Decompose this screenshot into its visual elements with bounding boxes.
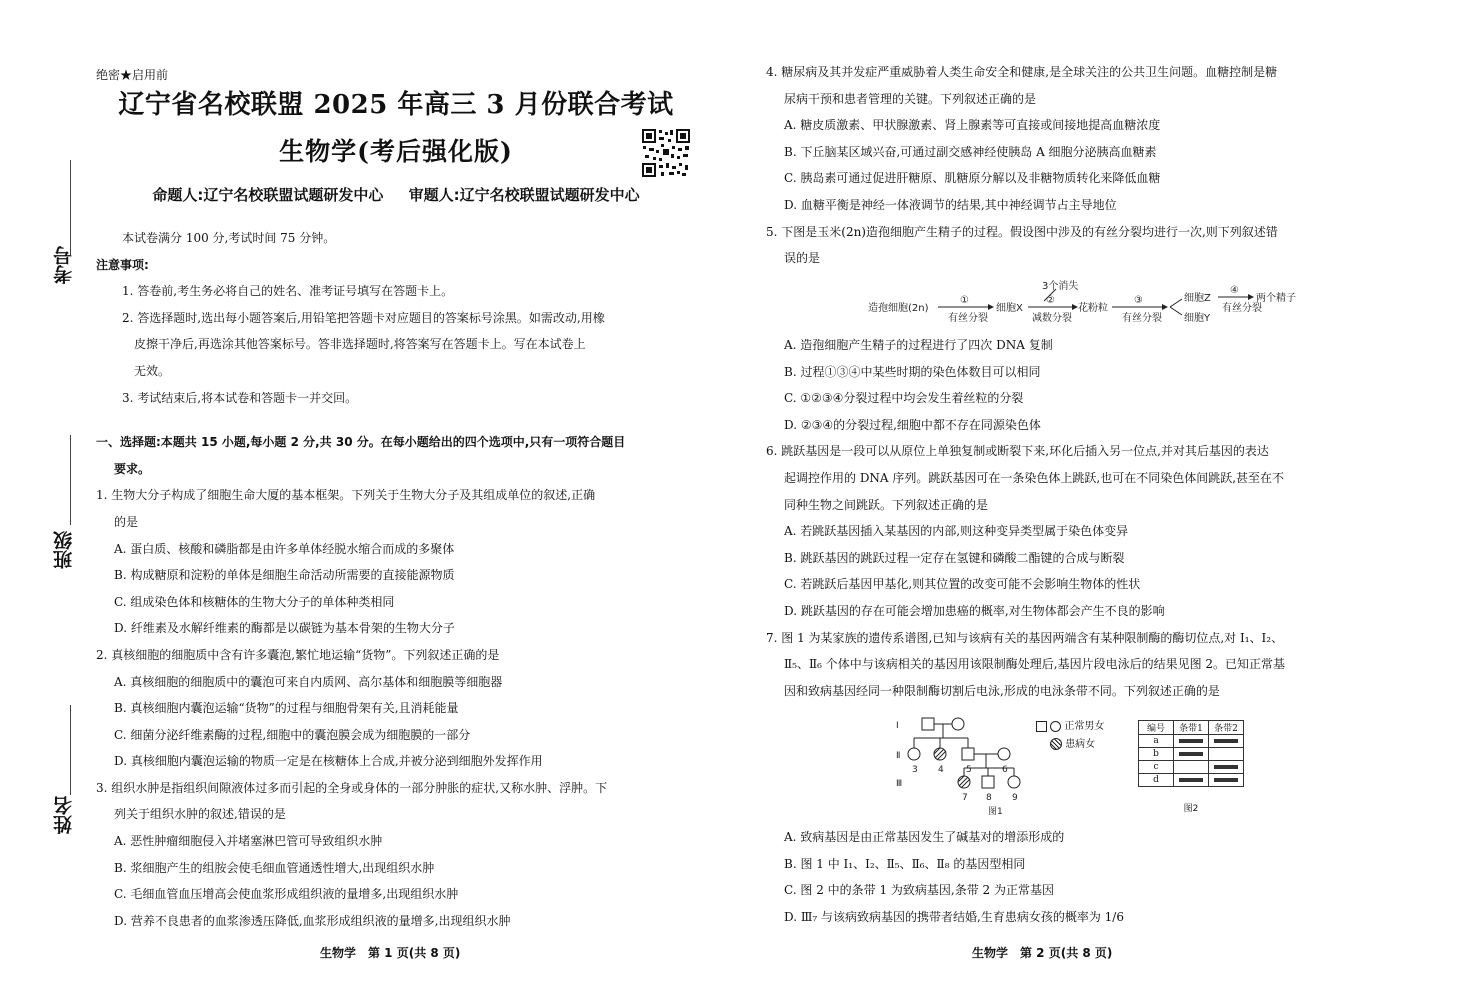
table-row-label: d <box>1139 774 1174 787</box>
q4-option-b: B. 下丘脑某区域兴奋,可通过副交感神经使胰岛 A 细胞分泌胰高血糖素 <box>784 144 1157 159</box>
notice-item: 1. 答卷前,考生务必将自己的姓名、准考证号填写在答题卡上。 <box>122 284 454 299</box>
right-column-end <box>766 824 1376 930</box>
q6-option-b: B. 跳跃基因的跳跃过程一定存在氢键和磷酸二酯键的合成与断裂 <box>784 550 1125 565</box>
table-header: 条带1 <box>1174 721 1209 735</box>
q5-option-b: B. 过程①③④中某些时期的染色体数目可以相同 <box>784 364 1041 379</box>
svg-text:3: 3 <box>912 765 918 775</box>
svg-text:7: 7 <box>962 793 968 803</box>
page-footer-left: 生物学 第 1 页(共 8 页) <box>320 946 461 960</box>
fig2-label: 图2 <box>1183 804 1199 814</box>
flow-step1: ① <box>960 295 969 306</box>
gel-band <box>1179 778 1203 782</box>
q2-option-d: D. 真核细胞内囊泡运输的物质一定是在核糖体上合成,并被分泌到细胞外发挥作用 <box>114 754 543 769</box>
author: 命题人:辽宁名校联盟试题研发中心 <box>152 186 384 204</box>
notice-item: 3. 考试结束后,将本试卷和答题卡一并交回。 <box>122 390 358 405</box>
notice-item-cont: 无效。 <box>134 363 171 378</box>
square-icon <box>1036 721 1047 732</box>
q6-stem-cont: 起调控作用的 DNA 序列。跳跃基因可在一条染色体上跳跃,也可在不同染色体间跳跃,甚至在不 <box>784 470 1285 485</box>
exam-title: 辽宁省名校联盟 2025 年高三 3 月份联合考试 <box>118 90 674 120</box>
gel-band <box>1214 765 1238 769</box>
authors-line <box>96 184 696 205</box>
gen-label-3: Ⅲ <box>896 779 903 789</box>
gen-label-2: Ⅱ <box>896 751 901 761</box>
gel-band <box>1179 739 1203 743</box>
reviewer: 审题人:辽宁名校联盟试题研发中心 <box>408 186 640 204</box>
q7-option-b: B. 图 1 中 Ⅰ₁、Ⅰ₂、Ⅱ₅、Ⅱ₆、Ⅱ₈ 的基因型相同 <box>784 856 1026 871</box>
right-column-cont <box>766 332 1376 704</box>
gen-label-1: Ⅰ <box>896 721 899 731</box>
flow-cell-z: 细胞Z <box>1184 293 1211 304</box>
q4-option-a: A. 糖皮质激素、甲状腺激素、肾上腺素等可直接或间接地提高血糖浓度 <box>784 118 1161 133</box>
page-footer-right: 生物学 第 2 页(共 8 页) <box>972 946 1113 960</box>
legend-normal-row <box>1036 718 1104 736</box>
binding-line <box>70 705 71 795</box>
label-kaohao: 考号 <box>53 246 75 284</box>
q7-stem-cont: Ⅱ₅、Ⅱ₆ 个体中与该病相关的基因用该限制酶处理后,基因片段电泳后的结果见图 2。已知正常基 <box>784 657 1286 672</box>
flow-step2: ② <box>1046 295 1055 306</box>
q3-option-d: D. 营养不良患者的血浆渗透压降低,血浆形成组织液的量增多,出现组织水肿 <box>114 913 511 928</box>
gel-band <box>1179 752 1203 756</box>
svg-text:4: 4 <box>938 765 944 775</box>
q6-stem-cont: 同种生物之间跳跃。下列叙述正确的是 <box>784 497 989 512</box>
q3-option-c: C. 毛细血管血压增高会使血浆形成组织液的量增多,出现组织水肿 <box>114 887 459 902</box>
q5-stem: 5. 下图是玉米(2n)造孢细胞产生精子的过程。假设图中涉及的有丝分裂均进行一次,则下列叙述错 <box>766 224 1278 239</box>
flow-step3-label: 有丝分裂 <box>1122 313 1162 324</box>
qr-code-icon <box>641 128 691 178</box>
flow-sperm: 两个精子 <box>1256 293 1296 304</box>
q3-option-b: B. 浆细胞产生的组胺会使毛细血管通透性增大,出现组织水肿 <box>114 860 435 875</box>
legend-affected-row <box>1036 736 1104 754</box>
left-column <box>96 225 696 934</box>
flow-step2-top: 3个消失 <box>1042 281 1079 292</box>
svg-text:5: 5 <box>966 765 972 775</box>
hatched-circle-icon <box>1050 738 1062 750</box>
q5-flow-diagram <box>866 277 1296 327</box>
gel-table <box>1138 720 1244 787</box>
q5-option-d: D. ②③④的分裂过程,细胞中都不存在同源染色体 <box>784 417 1041 432</box>
q5-stem-cont: 误的是 <box>784 251 821 266</box>
q2-option-c: C. 细菌分泌纤维素酶的过程,细胞中的囊泡膜会成为细胞膜的一部分 <box>114 727 471 742</box>
q1-option-a: A. 蛋白质、核酸和磷脂都是由许多单体经脱水缩合而成的多聚体 <box>114 541 455 556</box>
label-banji: 班级 <box>53 531 75 569</box>
q6-option-d: D. 跳跃基因的存在可能会增加患癌的概率,对生物体都会产生不良的影响 <box>784 603 1165 618</box>
q1-stem: 1. 生物大分子构成了细胞生命大厦的基本框架。下列关于生物大分子及其组成单位的叙述,正确 <box>96 488 596 503</box>
q1-stem-cont: 的是 <box>114 514 139 529</box>
right-column <box>766 59 1376 272</box>
subject-title: 生物学(考后强化版) <box>279 137 513 166</box>
q2-option-a: A. 真核细胞的细胞质中的囊泡可来自内质网、高尔基体和细胞膜等细胞器 <box>114 674 503 689</box>
q4-option-d: D. 血糖平衡是神经一体液调节的结果,其中神经调节占主导地位 <box>784 197 1117 212</box>
svg-text:8: 8 <box>986 793 992 803</box>
notice-item-cont: 皮擦干净后,再选涂其他答案标号。答非选择题时,将答案写在答题卡上。写在本试卷上 <box>134 337 586 352</box>
flow-cell-x: 细胞X <box>996 303 1023 314</box>
svg-text:6: 6 <box>1002 765 1008 775</box>
gel-band <box>1214 739 1238 743</box>
q2-stem: 2. 真核细胞的细胞质中含有许多囊泡,繁忙地运输“货物”。下列叙述正确的是 <box>96 647 500 662</box>
table-row-label: c <box>1139 761 1174 774</box>
table-header: 编号 <box>1139 721 1174 735</box>
q7-option-c: C. 图 2 中的条带 1 为致病基因,条带 2 为正常基因 <box>784 883 1054 898</box>
section-heading: 一、选择题:本题共 15 小题,每小题 2 分,共 30 分。在每小题给出的四个选项中,只有一项符合题目 <box>96 435 626 450</box>
q7-pedigree-figure <box>892 714 1032 818</box>
section-heading-cont: 要求。 <box>114 461 151 476</box>
q1-option-d: D. 纤维素及水解纤维素的酶都是以碳链为基本骨架的生物大分子 <box>114 621 455 636</box>
q6-stem: 6. 跳跃基因是一段可以从原位上单独复制或断裂下来,环化后插入另一位点,并对其后基因的表达 <box>766 444 1269 459</box>
q7-gel-table <box>1138 720 1244 814</box>
q1-option-c: C. 组成染色体和核糖体的生物大分子的单体种类相同 <box>114 594 395 609</box>
legend-affected-label: 患病女 <box>1065 739 1096 750</box>
flow-step4: ④ <box>1230 285 1239 296</box>
flow-cell-y: 细胞Y <box>1184 313 1211 324</box>
q3-stem-cont: 列关于组织水肿的叙述,错误的是 <box>114 807 286 822</box>
q6-option-a: A. 若跳跃基因插入某基因的内部,则这种变异类型属于染色体变异 <box>784 524 1129 539</box>
secret-mark: 绝密★启用前 <box>96 68 169 82</box>
flow-step4-label: 有丝分裂 <box>1222 303 1262 314</box>
legend-normal-label: 正常男女 <box>1064 721 1105 732</box>
q4-stem: 4. 糖尿病及其并发症严重威胁着人类生命安全和健康,是全球关注的公共卫生问题。血糖控制是糖 <box>766 65 1278 79</box>
flow-step3: ③ <box>1134 295 1143 306</box>
score-line: 本试卷满分 100 分,考试时间 75 分钟。 <box>122 231 336 245</box>
q2-option-b: B. 真核细胞内囊泡运输“货物”的过程与细胞骨架有关,且消耗能量 <box>114 701 459 716</box>
q4-option-c: C. 胰岛素可通过促进肝糖原、肌糖原分解以及非糖物质转化来降低血糖 <box>784 171 1161 186</box>
table-header: 条带2 <box>1209 721 1244 735</box>
q3-option-a: A. 恶性肿瘤细胞侵入并堵塞淋巴管可导致组织水肿 <box>114 834 383 849</box>
q7-stem: 7. 图 1 为某家族的遗传系谱图,已知与该病有关的基因两端含有某种限制酶的酶切位点,对 Ⅰ₁、Ⅰ₂、 <box>766 630 1284 645</box>
notice-title: 注意事项: <box>96 257 149 272</box>
q5-option-a: A. 造孢细胞产生精子的过程进行了四次 DNA 复制 <box>784 338 1053 352</box>
fig1-label: 图1 <box>988 807 1003 817</box>
q7-option-d: D. Ⅲ₇ 与该病致病基因的携带者结婚,生育患病女孩的概率为 1/6 <box>784 909 1124 924</box>
svg-text:9: 9 <box>1012 793 1018 803</box>
label-xingming: 姓名 <box>53 796 75 834</box>
q3-stem: 3. 组织水肿是指组织间隙液体过多而引起的全身或身体的一部分肿胀的症状,又称水肿、浮肿。下 <box>96 780 608 795</box>
q7-option-a: A. 致病基因是由正常基因发生了碱基对的增添形成的 <box>784 830 1065 844</box>
pedigree-legend <box>1036 718 1104 754</box>
table-row-label: a <box>1139 735 1174 748</box>
q7-stem-cont: 因和致病基因经同一种限制酶切割后电泳,形成的电泳条带不同。下列叙述正确的是 <box>784 683 1220 698</box>
flow-pollen: 花粉粒 <box>1078 303 1108 314</box>
gel-band <box>1214 778 1238 782</box>
circle-icon <box>1050 721 1061 732</box>
flow-step1-label: 有丝分裂 <box>948 313 988 324</box>
notice-item: 2. 答选择题时,选出每小题答案后,用铅笔把答题卡对应题目的答案标号涂黑。如需改动,用橡 <box>122 310 605 325</box>
q5-option-c: C. ①②③④分裂过程中均会发生着丝粒的分裂 <box>784 391 1024 406</box>
table-row-label: b <box>1139 748 1174 761</box>
q4-stem-cont: 尿病干预和患者管理的关键。下列叙述正确的是 <box>784 91 1037 106</box>
flow-step2-label: 减数分裂 <box>1032 313 1072 324</box>
binding-line <box>70 435 71 525</box>
q1-option-b: B. 构成糖原和淀粉的单体是细胞生命活动所需要的直接能源物质 <box>114 568 455 583</box>
flow-start: 造孢细胞(2n) <box>868 303 929 314</box>
q6-option-c: C. 若跳跃后基因甲基化,则其位置的改变可能不会影响生物体的性状 <box>784 577 1141 592</box>
